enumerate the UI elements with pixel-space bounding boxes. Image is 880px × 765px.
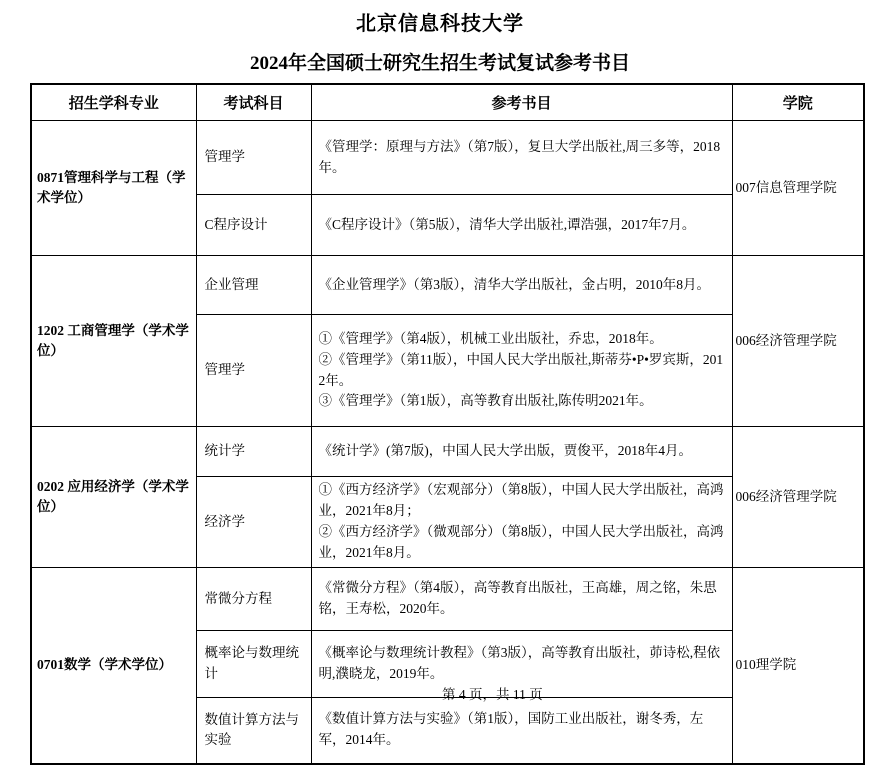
table-row [31,567,864,630]
books-cell [311,697,732,764]
header-major: 招生学科专业 [31,84,196,121]
header-college: 学院 [732,84,864,121]
book-entry: 《管理学：原理与方法》（第7版），复旦大学出版社,周三多等，2018年。 [318,138,721,175]
table-row [31,121,864,195]
page-footer: 第 4 页，共 11 页 [442,687,543,702]
books-cell [311,256,732,315]
reference-table [30,83,865,765]
subject-cell: 管理学 [196,315,311,427]
college-cell: 006经济管理学院 [732,256,864,427]
subject-cell: 常微分方程 [196,567,311,630]
major-cell-0701: 0701数学（学术学位） [31,567,196,764]
books-cell [311,315,732,427]
book-entry: 《常微分方程》（第4版），高等教育出版社，王高雄，周之铭，朱思铭，王寿松，2020年。 [318,579,717,616]
book-entry: ③《管理学》（第1版），高等教育出版社,陈传明2021年。 [318,393,653,409]
book-entry: ①《西方经济学》（宏观部分）（第8版），中国人民大学出版社，高鸿业，2021年8月； [318,482,724,518]
major-cell-0871: 0871管理科学与工程（学术学位） [31,121,196,256]
page-title: 北京信息科技大学 [356,13,524,35]
book-entry: 《统计学》(第7版)，中国人民大学出版，贾俊平，2018年4月。 [318,443,692,459]
book-entry: 《数值计算方法与实验》（第1版），国防工业出版社，谢冬秀，左军，2014年。 [318,711,704,748]
college-cell: 006经济管理学院 [732,427,864,568]
subject-cell: 管理学 [196,121,311,195]
header-books: 参考书目 [311,84,732,121]
book-entry: ①《管理学》（第4版），机械工业出版社，乔忠，2018年。 [318,330,663,346]
subject-cell: 企业管理 [196,256,311,315]
subject-cell: 数值计算方法与实验 [196,697,311,764]
subject-cell: C程序设计 [196,195,311,256]
subject-cell: 统计学 [196,427,311,477]
books-cell [311,195,732,256]
table-header-row [31,84,864,121]
college-cell: 007信息管理学院 [732,121,864,256]
book-entry: 《C程序设计》（第5版），清华大学出版社,谭浩强，2017年7月。 [318,216,696,232]
table-row [31,427,864,477]
book-entry: ②《西方经济学》（微观部分）（第8版），中国人民大学出版社，高鸿业，2021年8月。 [318,523,724,560]
book-entry: 《概率论与数理统计教程》（第3版），高等教育出版社，茆诗松,程依明,濮晓龙，2019年。 [318,644,721,681]
subject-cell: 经济学 [196,477,311,568]
books-cell [311,427,732,477]
books-cell [311,567,732,630]
header-subject: 考试科目 [196,84,311,121]
subject-cell: 概率论与数理统计 [196,630,311,697]
document-page [0,12,880,748]
major-cell-0202: 0202 应用经济学（学术学位） [31,427,196,568]
book-entry: 《企业管理学》（第3版），清华大学出版社，金占明，2010年8月。 [318,276,710,292]
book-entry: ②《管理学》（第11版），中国人民大学出版社,斯蒂芬•P•罗宾斯，2012年。 [318,351,724,388]
major-cell-1202: 1202 工商管理学（学术学位） [31,256,196,427]
college-cell: 010理学院 [732,567,864,764]
page-subtitle: 2024年全国硕士研究生招生考试复试参考书目 [249,53,630,74]
books-cell [311,477,732,568]
books-cell [311,121,732,195]
table-row [31,256,864,315]
